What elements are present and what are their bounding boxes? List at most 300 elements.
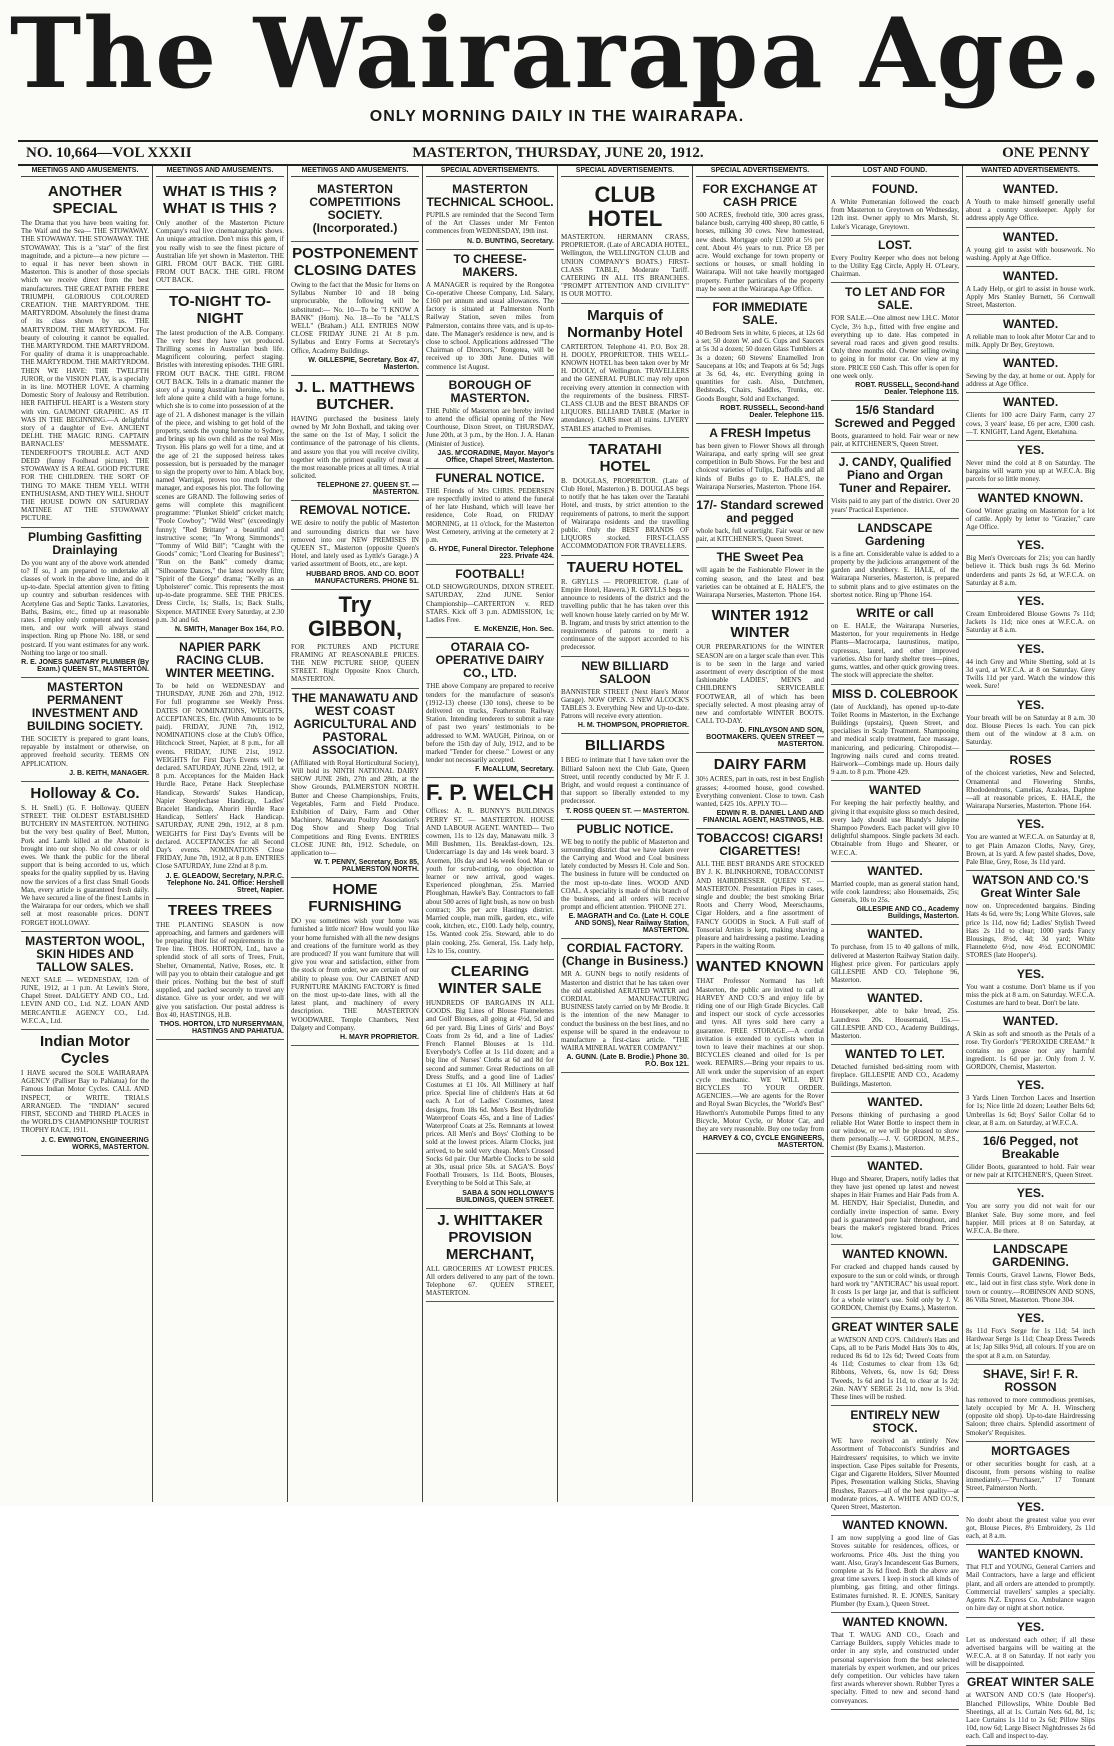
advertisement — [831, 283, 959, 401]
advertisement — [831, 1093, 959, 1157]
advertisement — [966, 815, 1095, 871]
ad-body: I BEG to intimate that I have taken over the Billiard Saloon next the Club Gate, Queen Street, until recently conducted by Mr F. J. Bright, and would request a continuance of that support so liberally extended to my predecessor. — [561, 756, 689, 806]
ad-title: MASTERTON WOOL, SKIN HIDES AND TALLOW SALES. — [25, 933, 145, 974]
ad-signature: J. B. KEITH, MANAGER. — [69, 769, 149, 777]
ad-body: The latest production of the A.B. Company. The very best they have yet produced. Thrilling scenes in Australian bush life. Magnificent colouring, perfect staging. Bristles with interesting episodes. THE GIRL FROM OUT BACK. THE GIRL FROM OUT BACK. Tells in a dramatic manner the story of a young Australian heroine, who is left alone quite a child with a huge fortune, which she is to come into possession of at the age of 21. A dishonest manager is the villain of the piece, and wishing to get hold of the property, sends the young heroine to Sydney, and brings up his own child as the real Miss Tryson. His plans go well for a time, and at the age of 21 the supposed heiress takes possession, but is persuaded by the manager to sign the property over to him. A black boy, named Warrigal, proves too much for the manager, and exposes his plot. The following scenes are GRAND. The following series of gems will complete this magnificent programme: "Plunket Shield" cricket match; "Poole Cowboy"; "Wild West" (exceedingly funny); "Red Brittany" a beautiful and instructive scene; "In Wrong Simmonds"; "Tommy of Wild Bill"; "Caught with the Goods" comic; "Lord Clearing for Business"; "Run on the Bank" comedy drama; "Silhouette Dances," the latest novelty film; "Spirit of the Gorge" drama; "Kelly as an Upholsterer" comic. This represents the most up-to-date programme. SEE THE PRICES. Dress Circle, 1s; Stalls, 1s; Back Stalls, Sixpence. MATINEE Every Saturday, at 2.30 p.m. 3d and 6d. — [156, 328, 284, 624]
ad-title: J. CANDY, Qualified Piano and Organ Tuner and Repairer. — [838, 455, 952, 496]
advertisement — [966, 180, 1095, 228]
ad-body: at WATSON AND CO.'S (late Hooper's). Blanched Pillowslips, White Double Bed Sheetings, all at 1s. Curtain Nets 6d, 8d, 1s; Lace Curtains 1s 11d to 2s 6d; Pillow Slips 10d, now 6d; Large Bisect Nightdresses 2s 6d each. Call and inspect to-day. — [966, 1691, 1095, 1741]
advertisement — [966, 315, 1095, 354]
ad-body: A White Pomeranian followed the coach from Masterton to Greytown on Wednesday, 12th inst. Owner apply to Mrs Marsh, St. Luke's Vicarage, Greytown. — [831, 198, 959, 231]
ad-signature: HARVEY & CO, CYCLE ENGINEERS, MASTERTON. — [702, 1135, 824, 1150]
ad-title: WANTED. — [1002, 1014, 1059, 1029]
advertisement — [966, 1618, 1095, 1674]
ad-title: FOUND. — [872, 182, 918, 196]
advertisement — [966, 1309, 1095, 1365]
column-7 — [828, 166, 963, 1705]
advertisement — [696, 955, 824, 1154]
ad-title: CLEARING WINTER SALE — [438, 962, 542, 997]
advertisement — [696, 829, 824, 955]
advertisement — [561, 180, 689, 304]
masthead — [0, 0, 1114, 145]
advertisement — [966, 489, 1095, 537]
advertisement — [21, 782, 149, 932]
ad-title: THE Sweet Pea — [716, 550, 804, 565]
ad-title: TO-NIGHT TO-NIGHT — [169, 292, 271, 327]
ad-body: BANNISTER STREET (Next Hare's Motor Garage). NOW OPEN. 3 NEW ALCOCK'S TABLES 3. Everything New and Up-to-date. Patrons will receive every attention. — [561, 687, 689, 721]
ad-title: WANTED. — [867, 927, 923, 942]
ad-title: FOOTBALL! — [455, 567, 525, 582]
advertisement — [966, 1365, 1095, 1442]
advertisement — [426, 638, 554, 778]
ad-signature: D. FINLAYSON AND SON, BOOTMAKERS. QUEEN STREET — MASTERTON. — [706, 727, 824, 749]
ad-signature: H. M. THOMPSON, PROPRIETOR. — [577, 722, 689, 730]
ad-signature: J. E. GLEADOW, Secretary, N.P.R.C. Telephone No. 241. Office: Hershell Street, Napier. — [165, 872, 284, 894]
ad-signature: JAS. M'CORADINE, Mayor. Mayor's Office, Chapel Street, Masterton. — [437, 449, 554, 464]
ad-title: YES. — [1016, 641, 1045, 656]
advertisement — [966, 354, 1095, 393]
column-heading: MEETINGS AND AMUSEMENTS. — [156, 166, 284, 177]
ad-body: No doubt about the greatest value you ever got, Blouse Pieces, 8½ Embroidery, 2s 11d each, at 8 a.m. — [966, 1515, 1095, 1541]
ad-title: Plumbing Gasfitting Drainlaying — [28, 529, 142, 557]
advertisement — [426, 469, 554, 565]
advertisement — [831, 685, 959, 782]
advertisement — [291, 501, 419, 589]
ad-body: (late of Auckland), has opened up-to-date Toilet Rooms in Masterton, in the Exchange Buildings (upstairs), Queen Street, and specialises in Scalp Treatment. Shampooing and medical scalp treatment, face massage, manicuring, and pedicuring. Chiropodist—Ingrowing nails cured and corns treated. Hairwork—Combings made up. Hours daily 9 a.m. to 8 p.m. 'Phone 429. — [831, 702, 959, 777]
advertisement — [21, 528, 149, 678]
advertisement — [831, 1245, 959, 1317]
ad-title: WANTED. — [1002, 316, 1059, 331]
ad-body: (Affiliated with Royal Horticultural Society), Will hold its NINTH NATIONAL DAIRY SHOW JUNE 26th, 27th and 28th, at the Show Grounds, PALMERSTON NORTH. Butter and Cheese Championships, Fruits, Vegetables, Farm and Field Produce. Exhibition of Dairy, Farm and Other Machinery. Manawatu Poultry Association's Dog Show and Sheep Dog Trial Competitions and Ring Events. ENTRIES CLOSE JUNE 8th, 1912. Schedule, on application to— — [291, 758, 419, 857]
ad-title: WATSON AND CO.'S Great Winter Sale — [972, 873, 1089, 901]
ad-title: YES. — [1016, 538, 1045, 553]
ad-title: WANTED TO LET. — [845, 1047, 945, 1062]
advertisement — [966, 871, 1095, 964]
advertisement — [696, 604, 824, 753]
ad-body: of the choicest varieties, New and Selected, Ornamental and Flowering Shrubs, Rhododendrons, Camelias, Azaleas, Daphne—all at reasonable prices, E. HALE, the Wairarapa Nurseries, Masterton. 'Phone 164. — [966, 769, 1095, 811]
advertisement — [696, 180, 824, 298]
ad-title: WANTED KNOWN. — [842, 1614, 948, 1629]
ad-signature: A. GUNN. (Late B. Brodie.) Phone 30. P.O. Box 121. — [566, 1054, 689, 1069]
column-heading: LOST AND FOUND. — [831, 166, 959, 177]
advertisement — [966, 1498, 1095, 1546]
ad-body: at WATSON AND CO'S. Children's Hats and Caps, all to be Paris Model Hats 30s to 40s, reduced 8s 6d to 12s 6d; Tweed Coats from 4s 11d; Costumes to clear from 13s 6d; Ribbons, Velvets, 6s, now 1s 6d; Dress Tweeds, 1s 6d and 1s 11d, to clear at 1s 2d; 26in. NAVY SERGE 2s 11d, now 1s 3½d. These lines will be rushed. — [831, 1335, 959, 1402]
ad-body: Detached furnished bed-sitting room with fireplace. GILLESPIE AND CO., Academy Buildings, Masterton. — [831, 1063, 959, 1088]
ad-body: HAVING purchased the business lately owned by Mr John Boxhall, and taking over the same on the 1st of May, I solicit the continuance of the patronage of his clients, and assure you that you will receive civility, together with the primest quality of meat at the most reasonable prices at all times. A trial solicited. — [291, 414, 419, 481]
ad-body: Glider Boots, guaranteed to hold. Fair wear or new pair at KITCHENER'S, Queen Street. — [966, 1163, 1095, 1180]
advertisement — [291, 878, 419, 1046]
ad-title: ROSES — [1009, 753, 1052, 768]
ad-body: You are wanted at W.F.C.A. on Saturday at 8, to get Plain Amazon Cloths, Navy, Grey, Brown, at 1s yard. A few pastel shades, Dove, Pale Blue, Grey, Rose, 3s 11d yard. — [966, 833, 1095, 866]
column-5 — [558, 166, 693, 1502]
ad-title: DAIRY FARM — [713, 756, 807, 774]
ad-body: Every Poultry Keeper who does not belong to the Utility Egg Circle, Apply H. O'Leary, Chairman. — [831, 253, 959, 279]
ad-body: A reliable man to look after Motor Car and to milk. Apply Dr Bey, Greytown. — [966, 332, 1095, 349]
advertisement — [966, 1545, 1095, 1617]
ad-body: THE Friends of Mrs CHRIS. PEDERSEN are respectfully invited to attend the funeral of her late Husband, which will leave her residence, Cole Road, on FRIDAY MORNING, at 11 o'clock, for the Masterton West Cemetery, arriving at the cemetery at 2 p.m. — [426, 486, 554, 545]
ad-title: WANTED KNOWN. — [977, 490, 1084, 505]
ad-body: THE PLANTING SEASON is now approaching, and farmers and gardeners will be preparing their list of requirements in the Tree line. THOS. HORTON, Ltd., have a splendid stock of all sorts of Trees, Fruit, Shelter, Ornamental, Native, Roses, etc. It will pay you to obtain their catalogue and get their prices. Nothing but the best of stuff supplied, and packed securely to travel any distance. Give us your order, and we will give you satisfaction. Our postal address is Box 40, HASTINGS, H.B. — [156, 920, 284, 1019]
ad-body: Boots, guaranteed to hold. Fair wear or new pair, at KITCHENER'S, Queen Street. — [831, 432, 959, 449]
column-3 — [288, 166, 423, 1502]
advertisement — [966, 1184, 1095, 1240]
ad-title: MASTERTON TECHNICAL SCHOOL. — [426, 182, 554, 209]
ad-title: BOROUGH OF MASTERTON. — [448, 377, 532, 405]
ad-body: will again be the Fashionable Flower in the coming season, and the latest and best varieties can be obtained at E. HALE'S, the Wairarapa Nurseries, Masterton. 'Phone 164. — [696, 566, 824, 600]
ad-signature: E. McKENZIE, Hon. Sec. — [474, 626, 554, 634]
ad-title: WANTED. — [867, 1158, 923, 1173]
ad-title: WANTED. — [1002, 395, 1059, 410]
advertisement — [966, 1012, 1095, 1076]
ad-title: WANTED. — [1002, 269, 1059, 284]
ad-title: YES. — [1016, 1311, 1045, 1326]
ad-title: HOME FURNISHING — [308, 881, 402, 916]
ad-body: Good Winter grazing on Masterton for a lot of cattle. Apply by letter to "Grazier," care Age Office. — [966, 506, 1095, 532]
ad-title: GREAT WINTER SALE — [966, 1675, 1095, 1690]
ad-signature: THOS. HORTON, LTD NURSERYMAN, HASTINGS AND PAHIATUA. — [159, 1021, 284, 1036]
column-4 — [423, 166, 558, 1502]
newspaper-title: The Wairarapa Age. — [9, 0, 1105, 110]
ad-body: To be held on WEDNESDAY and THURSDAY, JUNE 26th and 27th, 1912. For full programme see Weekly Press. DATES OF NOMINATIONS, WEIGHTS, ACCEPTANCES, Etc. (With Amounts to be paid). FRIDAY, JUNE 7th, 1912, NOMINATIONS close at the Club's Office, Hitchcock Street, Napier, at 8 p.m., for all events. FRIDAY, JUNE 21st, 1912. WEIGHTS for First Day's Events will be declared. SATURDAY, JUNE 22nd, 1912, at 8 p.m. Acceptances for the Maiden Hack Hurdle Race, Petane Hack Steeplechase Handicap, Stewards' Stakes Handicap, Napier Steeplechase Handicap, Ladies' Bracelet Handicap, Ahuriri Hurdle Race Handicap, Settlers' Hack Handicap. SATURDAY, JUNE 29th, 1912, at 8 p.m. WEIGHTS for First Day's Events will be declared. ACCEPTANCES for all Second Day's events. NOMINATIONS Close FRIDAY, June 7th, 1912, at 8 p.m. ENTRIES Close SATURDAY, June 22nd at 8 p.m. — [156, 681, 284, 871]
ad-signature: W. GILLESPIE, Secretary. Box 47, Masterton. — [308, 356, 419, 371]
ad-body: S. H. Snell.) (G. F. Holloway. QUEEN STREET. THE OLDEST ESTABLISHED BUTCHERY IN MASTERTON. NOTHING but the very best quality of Beef, Mutton, Pork and Lamb killed at the Abattoir is brought into our shop. No old cows or old ewes. We thank the public for the liberal support that is being accorded to us, which speaks for the quality supplied by us. Having now the services of a first class Small Goods Man, every article is guaranteed fresh daily. We have secured a line of the finest Lambs in the Wairarapa for our orders, which we shall sell at most reasonable prices. DON'T FORGET HOLLOWAY. — [21, 803, 149, 927]
column-heading: SPECIAL ADVERTISEMENTS. — [426, 166, 554, 177]
ad-title: WANTED KNOWN. — [977, 1547, 1084, 1562]
ad-body: OUR PREPARATIONS for the WINTER SEASON are on a larger scale than ever. This is to be seen in the large and varied assortment of every description of the most fashionable LADIES', MEN'S and CHILDREN'S SERVICEABLE FOOTWEAR, all of which has been specially selected. A most pleasing array of new and comfortable WINTER BOOTS. CALL TO-DAY. — [696, 643, 824, 726]
advertisement — [291, 242, 419, 376]
ad-title: THE MANAWATU AND WEST COAST AGRICULTURAL AND PASTORAL ASSOCIATION. — [292, 690, 418, 757]
ad-title: YES. — [1016, 966, 1045, 981]
ad-title: OTARAIA CO-OPERATIVE DAIRY CO., LTD. — [435, 640, 545, 681]
ad-body: WE have received an entirely New Assortment of Tobacconist's Sundries and Hairdressers' requisites, to which we invite inspection. Case Pipes suitable for Presents, Cigar and Cigarette Holders, Silver Mounted Pipes, Presentation walking Sticks, Shaving Brushes, Razors—all of the best quality—at moderate prices, at A. WHITE AND CO.'S, Queen Street, Masterton. — [831, 1437, 959, 1511]
advertisement — [966, 393, 1095, 441]
ad-title: J. WHITTAKER PROVISION MERCHANT, — [437, 1211, 543, 1263]
advertisement — [831, 236, 959, 284]
ad-body: OLD SHOWGROUNDS, DIXON STREET. SATURDAY, 22nd JUNE. Senior Championship—CARTERTON v. RED STARS. Kick off 3 p.m. ADMISSION, 1s; Ladies Free. — [426, 583, 554, 625]
advertisement — [831, 1406, 959, 1516]
ad-body: MR A. GUNN begs to notify residents of Masterton and district that he has taken over the old established AERATED WATER and CORDIAL MANUFACTURING BUSINESS lately carried on by Mr Brodie. It is the intention of the new Manager to conduct the business on the best lines, and no expense will be spared in the endeavour to manufacture a first-class article. "THE WAIRA MINERAL WATER COMPANY." — [561, 970, 689, 1053]
ad-title: TO CHEESE-MAKERS. — [453, 251, 527, 279]
advertisement — [831, 1157, 959, 1246]
ad-signature: F. McALLUM, Secretary. — [475, 766, 554, 774]
ad-title: PUBLIC NOTICE. — [576, 821, 674, 836]
advertisement — [291, 376, 419, 502]
ad-title: FOR IMMEDIATE SALE. — [712, 300, 808, 328]
ad-body: 40 Bedroom Sets in white, 6 pieces, at 12s 6d a set; 50 dozen W. and G. Cups and Saucers at 5s 3d a dozen; 50 dozen Glass Tumblers at 3s a dozen; 60 Stevens' Enamelled Iron Saucepans at 10s; and Teapots at 6s 5d; Jugs at 3s 6d, 4s, etc. Everything going in quantities for cash. Also, Dutchmen, Bedsteads, Chairs, Saddles, Trunks, etc. Goods Bought, Sold and Exchanged. — [696, 329, 824, 403]
ad-body: FOR SALE.—One almost new I.H.C. Motor Cycle, 3½ h.p., fitted with free engine and everything up to date. Has competed in several road races and given good results. Only three months old. Owner selling owing to going in for motor car. On view at my store. PRICE £60 Cash. This offer is open for one week only. — [831, 314, 959, 380]
advertisement — [561, 556, 689, 657]
ad-title: WINTER 1912 WINTER — [711, 607, 809, 642]
advertisement — [291, 590, 419, 689]
ad-title: Try GIBBON, — [307, 591, 403, 641]
advertisement — [831, 1045, 959, 1093]
ad-body: THAT Professor Normand has left Masterton, the public are invited to call at HARVEY AND CO.'S and enjoy life by riding one of our High Grade Bicycles. Call and inspect our stock of cycle accessories and tyres. All tyres sold here carry a guarantee. FREE STORAGE.—A cordial invitation is extended to cyclists when in town to leave their machines at our shop. BICYCLES cleaned and oiled for 1s per week. REPAIRS.—Bring your repairs to us. All work under the supervision of an expert cycle mechanic. WE WILL BUY BICYCLES TO YOUR ORDER. AGENCIES.—We are agents for the Rover and Royal Swan Bicycles, the "World's Best" Hawthorn's Automobile Pumps fitted to any Bicycle, Motor Cycle, or Motor Car, and they are very reasonable. Buy one today from — [696, 977, 824, 1134]
advertisement — [291, 180, 419, 242]
advertisement — [21, 932, 149, 1030]
ad-title: A FRESH Impetus — [709, 425, 811, 440]
advertisement — [561, 657, 689, 735]
advertisement — [966, 228, 1095, 267]
price: ONE PENNY — [1002, 145, 1090, 161]
ad-title: FOR EXCHANGE AT CASH PRICE — [702, 182, 818, 209]
ad-body: Tennis Courts, Gravel Lawns, Flower Beds, etc., laid out in first class style. Work done in town or country.—ROBINSON AND SONS, 86 Villa Street, Masterton. 'Phone 304. — [966, 1271, 1095, 1304]
ad-title: NAPIER PARK RACING CLUB. WINTER MEETING. — [165, 639, 275, 680]
ad-body: Big Men's Overcoats for 21s; you can hardly believe it. Thick bush rugs 3s 6d. Merino underdens and pants 2s 6d, at W.F.C.A. on Saturday at 8 a.m. — [966, 554, 1095, 587]
ad-body: now on. Unprecedented bargains. Binding Hats 4s 6d, were 9s; Long White Gloves, sale price 1s 11d, now 6d; Ladies' Stylish Tweed Hats 2s 11d to clear; 1000 yards Fancy Blousings, 8½d, 4d; 3d yard; White Flannelette 6½d, now 4½d. ECONOMIC STORES (late Hooper's). — [966, 902, 1095, 960]
advertisement — [966, 1240, 1095, 1309]
ad-body: Visits paid to any part of the district. Over 20 years' Practical Experience. — [831, 497, 959, 514]
advertisement — [966, 441, 1095, 489]
ad-body: or other securities bought for cash, at a discount, from persons wishing to realise immediately.—"Purchaser," 17 Tonnant Street, Palmerston North. — [966, 1459, 1095, 1493]
ad-title: YES. — [1016, 1619, 1045, 1634]
ad-body: Persons thinking of purchasing a good reliable Hot Water Bottle to inspect them in our window, or we will be pleased to show them personally.—J. V. GORDON, M.P.S., Chemist (By Exams.), Masterton. — [831, 1110, 959, 1152]
advertisement — [966, 1132, 1095, 1184]
advertisement — [966, 1076, 1095, 1132]
ad-body: Housekeeper, able to bake bread, 25s. Laundress 20s. Housemaid, 15s.—GILLESPIE AND CO., Academy Buildings, Masterton. — [831, 1007, 959, 1040]
ad-body: Only another of the Masterton Picture Company's real live cinematographic shows. An unique attraction. Don't miss this gem, if you really wish to see the finest picture of Australian life yet shown in Masterton. THE GIRL FROM OUT BACK. THE GIRL FROM OUT BACK. THE GIRL FROM OUT BACK. — [156, 219, 284, 285]
ad-body: Sewing by the day, at home or out. Apply for address at Age Office. — [966, 372, 1095, 389]
ad-body: Do you want any of the above work attended to? If so, I am prepared to undertake all classes of work in the above line, and do it up-to-date. Special attention given to fitting up country and suburban residences with Acetylene Gas and Septic Tanks. Lavatories, Baths, Basins, etc., fitted up at reasonable rates. I employ only competent and licensed men, and our work will always stand inspection. Ring up Phone No. 188, or send postcard. If you want estimates for any work. Nothing too large or too small. — [21, 558, 149, 657]
ad-title: Holloway & Co. — [30, 784, 140, 802]
ad-title: MASTERTON PERMANENT INVESTMENT AND BUILDING SOCIETY. — [26, 679, 143, 733]
advertisement — [831, 1516, 959, 1613]
ad-signature: N. D. BUNTING, Secretary. — [466, 237, 554, 245]
ad-title: TAUERU HOTEL — [566, 558, 684, 576]
ad-title: MASTERTON COMPETITIONS SOCIETY. (Incorporated.) — [309, 182, 401, 235]
advertisement — [831, 1613, 959, 1710]
ad-body: has removed to more commodious premises, lately occupied by Mr A. H. Winscherg (opposite old shop). Up-to-date Hairdressing Saloon; three chairs. Splendid assortment of Smoker's' Requisites. — [966, 1395, 1095, 1437]
ad-body: The Drama that you have been waiting for. The Waif and the Sea— THE STOWAWAY. THE STOWAWAY. THE STOWAWAY. THE STOWAWAY. This is a "star" of the first magnitude, and a picture—a new picture —to equal it has never been shown in Masterton. This is another of those specials which we receive direct from the best manufacturers. THE GREAT PATHE FRERE TRIUMPH. GLORIOUS COLOURED CREATION. THE MARTYRDOM. THE MARTYRDOM. Absolutely the finest drama of its class shown by us. THE MARTYRDOM. THE MARTYRDOM. For beauty of colouring it cannot be equalled. THE MARTYRDOM. THE MARTYRDOM. For quality of drama it is unapproachable. THE MARTYRDOM. THE MARTYRDOM. THEN WE HAVE: THE TWELFTH JUROR, or the VISION PLAY, is a specialty in its line. MOTHER LOVE. A charming Domestic Story of Jealousy and Retribution. HER FAITHFUL HEART is a Western story with vim. GAUMONT GRAPHIC. AS IT WAS IN THE BEGINNING.—A delightful story of a daughter of Eve. ANCIENT DELHI. THE MAGIC RING. CAPTAIN BARNACLES' MESSMATE. TENDERFOOT'S TROUBLE. ACT AND DEED (funny Foolhead picture). THE STOWAWAY IS A REAL GOOD PICTURE FOR THE CHILDREN. THE SORT OF THING TO MAKE THEM YELL WITH ENTHUSIASM, AND THEY WILL SHOUT THE HOUSE DOWN ON SATURDAY MATINEE AT THE STOWAWAY PICTURE. — [21, 219, 149, 523]
advertisement — [966, 640, 1095, 696]
ad-body: MASTERTON. HERMANN CRASS, PROPRIETOR. (Late of ARCADIA HOTEL, Wellington, the WELLINGTON CLUB and UNION COMPANY'S BOATS.) FIRST-CLASS TABLE, Moderate Tariff. CATERING IN ALL ITS BRANCHES. "PROMPT ATTENTION AND CIVILITY" IS OUR MOTTO. — [561, 233, 689, 299]
ad-title: WANTED — [869, 783, 921, 798]
ad-title: CLUB HOTEL — [587, 182, 663, 231]
ad-signature: T. ROSS QUEEN ST. — MASTERTON. — [565, 807, 689, 815]
column-heading: WANTED ADVERTISEMENTS. — [966, 166, 1095, 177]
ad-body: Clients for 100 acre Dairy Farm, carry 27 cows, 3 years' lease, £6 per acre, £300 cash.—T. KNIGHT, Land Agent, Eketahuna. — [966, 411, 1095, 436]
column-heading: SPECIAL ADVERTISEMENTS. — [561, 166, 689, 177]
ad-body: That T. WAUG AND CO., Coach and Carriage Builders, supply Vehicles made to order in any style, and constructed under personal supervision from the best selected materials by expert workmen, and our prices defy competition. Our vehicles have taken first awards wherever shown. Rubber Tyres a specialty. Fitted to new and second hand conveyances. — [831, 1630, 959, 1705]
ad-signature: R. E. JONES SANITARY PLUMBER (By Exam.) QUEEN ST., MASTERTON. — [21, 658, 149, 673]
advertisement — [831, 519, 959, 604]
ad-body: A young girl to assist with housework. No washing. Apply at Age Office. — [966, 245, 1095, 262]
ad-title: YES. — [1016, 1078, 1045, 1093]
ad-title: CORDIAL FACTORY. (Change in Business.) — [561, 941, 689, 969]
advertisement — [831, 180, 959, 236]
ad-body: Offices: A. R. BUNNY'S BUILDINGS PERRY ST. — MASTERTON. HOUSE AND LABOUR AGENT. WANTED— Two cowmen, 11s to 12s day, Manawatu milk. 3 Mill Bushmen, 11s. Breakfast-down, 12s. Undercarriage 1s day and 14s week board. 3 Axemen, 10s day and 14s week food. Man or youth for scrub-cutting, no objection to learner or new arrival, good wages. Experienced ploughman, 25s. Married Ploughman, Hawke's Bay. Contractors to fall about 500 acres of light bush, as now on bush contract; 30s per acre Hastings district. Married couple, man milk, garden, etc., wife cook, kitchen, etc., £100. Lady help, country, 15s. Wanted cook 25s. Steward, able to do plain cooking, 25s. General, 15s. Lady help, 12s to 15s, country. — [426, 807, 554, 955]
ad-title: TARATAHI HOTEL — [588, 440, 662, 475]
advertisement — [156, 899, 284, 1040]
ad-body: Let us understand each other; if all these advertised bargains will be waiting at the W.F.C.A. at 8 on Saturday. If not early you will be disappointed. — [966, 1635, 1095, 1669]
dateline — [18, 140, 1098, 166]
ad-body: FOR PICTURES AND PICTURE FRAMING AT REASONABLE PRICES. THE NEW PICTURE SHOP, QUEEN STREET. Right Opposite Knox Church, MASTERTON. — [291, 642, 419, 684]
ad-body: A Lady Help, or girl to assist in house work. Apply Mrs Stanley Burnett, 56 Cornwall Street, Masterton. — [966, 285, 1095, 310]
advertisement — [561, 438, 689, 556]
ad-signature: W. T. PENNY, Secretary, Box 85, PALMERSTON NORTH. — [314, 859, 419, 874]
ad-signature: N. SMITH, Manager Box 164, P.O. — [174, 625, 284, 633]
advertisement — [966, 696, 1095, 752]
advertisement — [696, 753, 824, 829]
ad-title: YES. — [1016, 817, 1045, 832]
newspaper-subtitle: ONLY MORNING DAILY IN THE WAIRARAPA. — [369, 108, 745, 125]
ad-body: CARTERTON. Telephone 41. P.O. Box 28. H. DOOLY, PROPRIETOR. THIS WELL-KNOWN HOTEL has been taken over by Mr H. DOOLY, of Wellington. TRAVELLERS and the GENERAL PUBLIC may rely upon receiving every attention in connection with the requirements of the business. FIRST-CLASS CLUB and the BEST BRANDS OF LIQUORS. BILLIARD TABLE (Marker in attendance). CARS meet all trains. LIVERY STABLES attached to Premises. — [561, 342, 689, 433]
ad-title: WANTED. — [867, 1094, 923, 1109]
advertisement — [966, 965, 1095, 1013]
ad-signature: EDWIN R. B. DANIEL LAND AND FINANCIAL AGENT, HASTINGS, H.B. — [703, 810, 824, 825]
advertisement — [561, 734, 689, 819]
ad-title: WANTED KNOWN. — [842, 1247, 948, 1262]
ad-body: WE desire to notify the public of Masterton and surrounding districts that we have removed into our NEW PREMISES IN QUEEN ST., Masterton (opposite Queen's Hotel, and lately used as Lyttle's Garage.) A varied assortment of Boots, etc., are kept. — [291, 519, 419, 569]
column-heading: MEETINGS AND AMUSEMENTS. — [291, 166, 419, 177]
ad-title: YES. — [1016, 443, 1045, 458]
ad-title: 16/6 Pegged, not Breakable — [982, 1134, 1079, 1161]
advertisement — [426, 1209, 554, 1303]
ad-body: THE Public of Masterton are hereby invited to attend the official opening of the New Courthouse, Dixon Street, on THURSDAY, June 20th, at 3 p.m., by the Hon. J. A. Hanan (Minister of Justice). — [426, 406, 554, 448]
ad-title: TOBACCOS! CIGARS! CIGARETTES! — [696, 831, 824, 859]
ad-body: Married couple, man as general station hand, wife cook laundress; also Housemaids, 25s; Generals, 10s to 25s. — [831, 879, 959, 905]
advertisement — [561, 304, 689, 438]
ad-body: A MANAGER is required by the Rongotea Co-operative Cheese Company, Ltd. Salary, £160 per annum and usual allowances. The factory is situated at Palmerston North Railway Station, seven miles from Palmerston, contains three vats, and is up-to-date. The Manager's residence is new, and is close to school. Applications addressed "The Chairman of Directors," Rongotea, will be received up to 30th June. Duties will commence 1st August. — [426, 280, 554, 371]
ad-title: WANTED. — [1002, 229, 1059, 244]
ad-body: Hugo and Shearer, Drapers, notify ladies that they have just opened up latest and newest shapes in Hair Frames and Hair Pads from A. M. HENDY, Hair Specialist, Dunedin, and cordially invite inspection of same. Every pad is guaranteed pure hair throughout, and bears the maker's registered brand. Prices low. — [831, 1174, 959, 1241]
ad-title: WANTED. — [1002, 182, 1059, 196]
ad-title: FUNERAL NOTICE. — [435, 470, 545, 485]
ad-body: For keeping the hair perfectly healthy, and giving it that exquisite gloss so much desired, every lady should use Rhandy's Julepine Shampoo Powders. Each packet will give 10 delightful shampoos. Single packets 3d each. Obtainable from Hugo and Shearer, or W.F.C.A. — [831, 799, 959, 857]
advertisement — [831, 862, 959, 926]
ad-title: TO LET AND FOR SALE. — [845, 285, 945, 313]
advertisement — [696, 548, 824, 604]
ad-body: B. DOUGLAS, PROPRIETOR. (Late of Club Hotel, Masterton.) B. DOUGLAS begs to notify that he has taken over the Taratahi Hotel, and trusts, by strict attention to the requirements of patrons, to merit the support of Wairarapa residents and the travelling public. Only the BEST BRANDS OF LIQUORS stocked. FIRST-CLASS ACCOMMODATION FOR TRAVELLERS. — [561, 476, 689, 551]
advertisement — [831, 401, 959, 453]
columns-container — [18, 166, 1098, 1741]
ad-body: A Youth to make himself generally useful about a country storekeeper. Apply for address apply Age Office. — [966, 198, 1095, 223]
advertisement — [966, 1442, 1095, 1498]
ad-title: LOST. — [877, 237, 912, 252]
advertisement — [966, 1673, 1095, 1745]
advertisement — [696, 496, 824, 548]
ad-signature: ROBT. RUSSELL, Second-hand Dealer. Telephone 115. — [720, 404, 824, 419]
ad-title: WANTED. — [867, 991, 923, 1006]
ad-body: Your breath will be on Saturday at 8 a.m. 30 doz. Blouse Pieces 1s each. You can pick them out of the window at 8 a.m. on Saturday. — [966, 713, 1095, 747]
advertisement — [561, 939, 689, 1073]
advertisement — [426, 250, 554, 376]
ad-title: YES. — [1016, 1186, 1045, 1201]
ad-body: To purchase, from 15 to 40 gallons of milk, delivered at Masterton Railway Station daily. Highest price given. For particulars apply GILLESPIE AND CO. Telephone 96, Masterton. — [831, 943, 959, 985]
ad-body: You want a costume. Don't blame us if you miss the pick at 8 a.m. on Saturday. W.F.C.A. Costumes are hard to beat. Don't be late. — [966, 982, 1095, 1007]
column-1 — [18, 166, 153, 1502]
advertisement — [696, 298, 824, 424]
advertisement — [966, 751, 1095, 815]
ad-body: ALL GROCERIES AT LOWEST PRICES. All orders delivered to any part of the town. Telephone 67. QUEEN STREET, MASTERTON. — [426, 1264, 554, 1298]
ad-title: WRITE or call — [856, 606, 934, 621]
advertisement — [831, 989, 959, 1045]
ad-title: WANTED KNOWN. — [842, 1518, 948, 1533]
ad-signature: G. HYDE, Funeral Director. Telephone 223. Private 424. — [429, 546, 554, 561]
advertisement — [21, 1030, 149, 1156]
ad-body: For cracked and chapped hands caused by exposure to the sun or cold winds, or through hard work try "ANTICRAC" his usual report. It costs 1s per large jar, and that is sufficient for a whole winter's use. Sold only by J. V. GORDON, Chemist (by Exams.), Masterton. — [831, 1263, 960, 1313]
ad-title: YES. — [1016, 594, 1045, 609]
ad-title: F. P. WELCH — [426, 780, 554, 806]
advertisement — [426, 960, 554, 1209]
ad-body: 3 Yards Linen Torchon Laces and Insertion for 1s; Nice little 2d dozen; Leather Belts 6d; Umbrellas 1s 6d; Boys' Sailor Collar 6d to clear, at 8 a.m. on Saturday, at W.F.C.A. — [966, 1094, 1095, 1127]
ad-title: GREAT WINTER SALE — [831, 1319, 959, 1334]
column-heading: MEETINGS AND AMUSEMENTS. — [21, 166, 149, 177]
column-8 — [963, 166, 1098, 1741]
advertisement — [966, 536, 1095, 592]
ad-body: is a fine art. Considerable value is added to a property by the judicious arrangement of the garden and shrubbery. E. HALE, of the Wairarapa Nurseries, Masterton, is prepared to submit plans and to give estimates on the shortest notice. Ring up 'Phone 164. — [831, 549, 959, 599]
ad-body: R. GRYLLS — PROPRIETOR. (Late of Empire Hotel, Hawera.) R. GRYLLS begs to announce to residents of the district and the travelling public that he has taken over this well known house lately carried on by Mr W. B. Ingram, and trusts by strict attention to the requirements of patrons to merit a continuance of the support accorded to his predecessor. — [561, 577, 689, 652]
ad-title: 15/6 Standard Screwed and Pegged — [834, 403, 956, 431]
ad-body: has been given to Flower Shows all through Wairarapa, and early spring will see great competition in Bulb Shows. For the best and choicest varieties of Tulips, Daffodils and all kinds of Bulbs go to E. HALE'S, the Wairarapa Nurseries, Masterton. 'Phone 164. — [696, 441, 824, 491]
ad-body: Cream Embroidered Blouse Gowns 7s 11d; Jackets 1s 11d; nice ones at W.F.C.A. on Saturday at 8 a.m. — [966, 610, 1095, 635]
advertisement — [696, 424, 824, 496]
ad-signature: J. C. EWINGTON, ENGINEERING WORKS, MASTERTON. — [41, 1136, 149, 1151]
ad-body: on E. HALE, the Wairarapa Nurseries, Masterton, for your requirements in Hedge Plants—Macrocarpa, laurustinus, matipo, cupressus, laurel, and other improved varieties. Also for hardy shelter trees—pines, gums, wattles, and other quick growing trees. The stock will appreciate the shelter. — [831, 622, 959, 680]
advertisement — [561, 820, 689, 940]
ad-body: Never mind the cold at 8 on Saturday. The bargains will warm you up at W.F.C.A. Big parcels for so little money. — [966, 459, 1095, 484]
ad-signature: TELEPHONE 27. QUEEN ST. — MASTERTON. — [316, 482, 419, 497]
ad-title: REMOVAL NOTICE. — [299, 503, 411, 518]
column-2 — [153, 166, 288, 1502]
ad-body: 500 ACRES, freehold title, 300 acres grass, balance bush, carrying 400 sheep, 80 cattle, 6 horses, milking 30 cows. New homestead, new sheds. Mortgage only £1200 at 5½ per cent. About 4½ years to run. Price £8 per acre. Would exchange for town property or sections or houses, or small holding in Wairarapa. Will not take heavily mortgaged property. Further particulars of the property may be seen at the Wairarapa Age Office. — [696, 211, 824, 293]
ad-body: 44 inch Grey and White Shetting, sold at 1s 3d yard, at W.F.C.A. at 8 on Saturday. Grey Twills 11d per yard. Watch the window this week. Sure! — [966, 657, 1095, 691]
ad-body: THE above Company are prepared to receive tenders for the manufacture of season's (1912-13) cheese (130 tons), cheese to be delivered on trucks, Featherston Railway Station. Intending tenderers to submit a rate of past two years' testimonials to be addressed to W.M. WAUGH, Pirinoa, on or before the 15th day of July, 1912, and to be marked "Tender for cheese." Lowest or any tender not necessarily accepted. — [426, 682, 554, 765]
ad-body: ALL THE BEST BRANDS ARE STOCKED BY J. K. BLINKHORNE, TOBACCONIST AND HAIRDRESSER. QUEEN ST. — MASTERTON. Presentation Pipes in cases, single and double; the best smoking Briar Roots and Cherry Wood, Meerschaums, Cigar Holders, and a fine assortment of FANCY GOODS in Stock. A Full staff of Tonsorial Artists is kept, making shaving a pleasure and hairdressing a pastime. Leading Papers in the waiting Room. — [696, 860, 824, 951]
ad-body: I HAVE secured the SOLE WAIRARAPA AGENCY (Palliser Bay to Pahiatua) for the Famous Indian Motor Cycles. CALL AND INSPECT, or WRITE. TRIALS ARRANGED. The "INDIAN" secured FIRST, SECOND and THIRD PLACES in the WORLD'S CHAMPIONSHIP TOURIST TROPHY RACE, 1911. — [21, 1069, 149, 1135]
ad-title: LANDSCAPE Gardening — [857, 520, 933, 548]
ad-title: J. L. MATTHEWS BUTCHER. — [295, 378, 415, 413]
ad-title: MISS D. COLEBROOK — [831, 686, 958, 701]
ad-body: PUPILS are reminded that the Second Term of the Art Classes under Mr Fenton commences from WEDNESDAY, 19th inst. — [426, 211, 554, 236]
advertisement — [21, 678, 149, 782]
advertisement — [831, 604, 959, 684]
advertisement — [156, 180, 284, 290]
ad-title: SHAVE, Sir! F. R. ROSSON — [982, 1366, 1079, 1394]
advertisement — [21, 180, 149, 528]
ad-title: ANOTHER SPECIAL — [47, 183, 123, 217]
advertisement — [426, 778, 554, 960]
issue-number: NO. 10,664—VOL XXXII — [26, 145, 192, 161]
ad-signature: GILLESPIE AND CO., Academy Buildings, Masterton. — [856, 906, 959, 921]
ad-title: Indian Motor Cycles — [40, 1033, 130, 1068]
ad-title: LANDSCAPE GARDENING. — [992, 1242, 1069, 1270]
ad-title: TREES TREES — [167, 901, 273, 919]
ad-body: Owing to the fact that the Music for Items on Syllabus Number 10 and 18 being unprocurable, the following will be substituted:— No. 10—To be "I KNOW A BANK" (Horn). No. 18—To be "ALL'S WELL" (Braham.) ALL ENTRIES NOW CLOSE FRIDAY JUNE 21 At 8 p.m. Syllabus and Entry Forms at Secretary's Office, Academy Buildings. — [291, 281, 419, 355]
advertisement — [156, 638, 284, 899]
ad-title: YES. — [1016, 1499, 1045, 1514]
advertisement — [966, 267, 1095, 315]
ad-body: HUNDREDS OF BARGAINS IN ALL GOODS. Big Lines of Blouse Flannelettes and Golf Blouses, all going at 4½d, 5d and 6d per yard. Big Lines of Girls' and Boys' Coats from 2s 6d, and a line of Ladies' French Flannel Blouses at 1s 11d. Everybody's Coffee at 1s 11d dozen; and a big line of Nurses' Cloths at 6d and 8d for second and summer. Great Reductions on all Dress Stuffs, and a good line of Ladies' Costumes at £1 10s. All Millinery at half price. Special line of children's Hats at 6d each. A Lot of Ladies' Costumes, latest designs, from 18s 6d. Men's Best Hydrofide Waterproof Coats 45s, and a line of Ladies' Waterproof Coats at 25s. Remnants at lowest prices. All Men's and Boys' Clothing to be sold at the lowest prices. Alarm Clocks, just arrived, to be sold very cheap. Men's Crossed Socks 6d pair. Our Marble Clocks to be sold at 30s, usual price 50s. at SAGA'S. Boys' Football Trousers, 1s 11d. Boots, Blouses, Everything to be Sold at This Sale, at — [426, 998, 554, 1188]
ad-body: 8s 11d Fox's Serge for 1s 11d; 54 inch Hardwear Serge 1s 11d; Cheap Dress Tweeds at 1s; Jap Silks 9½d, all colours. If you are on the spot at 8 a.m. on Saturday. — [966, 1327, 1095, 1360]
ad-title: BILLIARDS — [585, 737, 665, 755]
ad-title: 17/- Standard screwed and pegged — [696, 498, 824, 526]
ad-body: A Skin as soft and smooth as the Petals of a rose. Try Gordon's "PEROXIDE CREAM." It contains no grease nor any harmful ingredient. 1s 6d per jar. Only from J. V. GORDON, Chemist, Masterton. — [966, 1030, 1095, 1071]
ad-signature: H. MAYR PROPRIETOR. — [340, 1033, 419, 1041]
advertisement — [966, 592, 1095, 640]
ad-signature: ROBT. RUSSELL, Second-hand Dealer. Telephone 115. — [855, 382, 959, 397]
ad-title: WANTED KNOWN — [696, 958, 824, 976]
advertisement — [831, 453, 959, 518]
ad-title: POSTPONEMENT CLOSING DATES — [292, 245, 418, 279]
advertisement — [426, 565, 554, 638]
ad-title: WANTED. — [1002, 356, 1059, 371]
ad-signature: HUBBARD BROS. AND CO. BOOT MANUFACTURERS. PHONE 51. — [306, 570, 419, 585]
ad-body: whole back, full watertight. Fair wear or new pair, at KITCHENER'S, Queen Street. — [696, 527, 824, 544]
ad-body: WE beg to notify the public of Masterton and surrounding district that we have taken over the Carrying and Wood and Coal business lately conducted by Messrs H. Cole and Son. The business in future will be conducted on the most up-to-date lines. WOOD AND COAL. A speciality is made of this branch of the business, and all orders will receive prompt and efficient attention. 'PHONE 271. — [561, 837, 689, 912]
ad-signature: SABA & SON HOLLOWAY'S BUILDINGS, QUEEN STREET. — [455, 1189, 554, 1204]
column-heading: SPECIAL ADVERTISEMENTS. — [696, 166, 824, 177]
ad-title: NEW BILLIARD SALOON — [581, 658, 669, 686]
